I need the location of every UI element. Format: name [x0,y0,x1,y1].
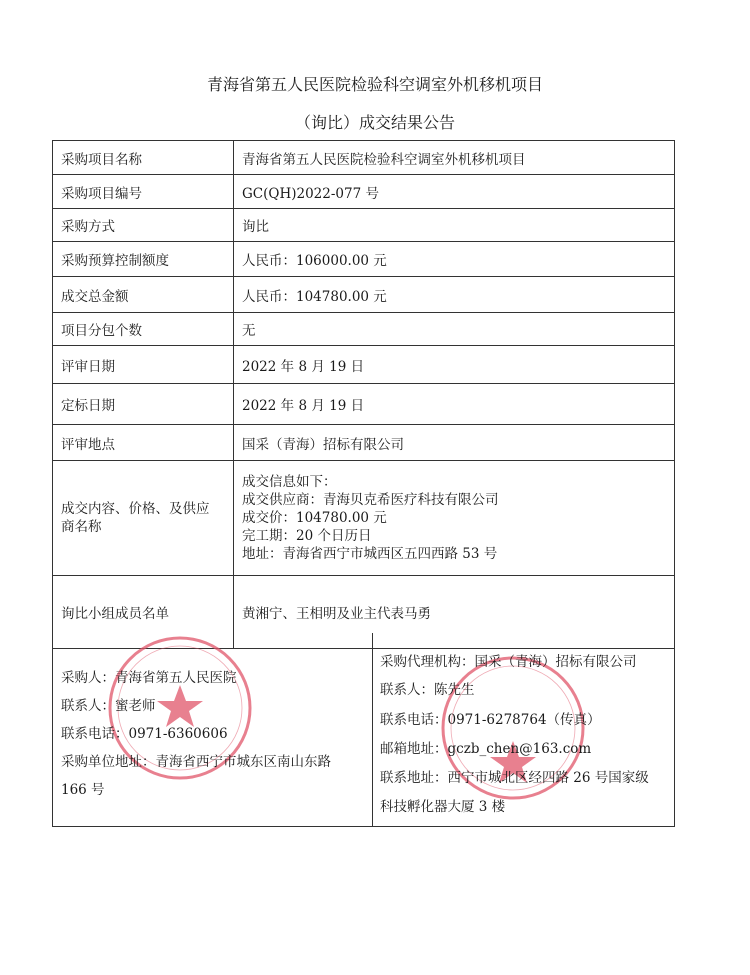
row-value: 2022 年 8 月 19 日 [234,384,675,425]
row-label: 定标日期 [53,384,234,425]
row-label: 采购方式 [53,209,234,242]
deal-info-value [234,461,675,576]
row-value: 2022 年 8 月 19 日 [234,346,675,384]
agency-email: 邮箱地址：gczb_chen@163.com [380,741,592,757]
deal-info-line: 成交信息如下： [242,474,337,490]
row-label: 询比小组成员名单 [53,576,234,649]
purchaser-contact: 联系人：蜜老师 [61,698,156,714]
deal-info-line: 成交价：104780.00 元 [242,510,387,526]
deal-info-line: 成交供应商：青海贝克希医疗科技有限公司 [242,492,499,508]
row-value: 黄湘宁、王相明及业主代表马勇 [234,576,675,649]
result-table [52,140,675,649]
table-row [53,313,675,346]
document-title-line2: （询比）成交结果公告 [294,113,455,132]
row-value: GC(QH)2022-077 号 [234,175,675,209]
row-label: 评审日期 [53,346,234,384]
table-row [53,425,675,461]
deal-info-line: 完工期：20 个日历日 [242,528,372,544]
row-value: 人民币：104780.00 元 [234,277,675,313]
row-label: 评审地点 [53,425,234,461]
table-row [53,384,675,425]
column-divider [372,633,373,826]
row-label: 项目分包个数 [53,313,234,346]
agency-contact: 联系人：陈先生 [380,682,475,698]
row-label: 采购项目名称 [53,141,234,175]
contact-section [52,633,675,827]
row-value: 询比 [234,209,675,242]
agency-name: 采购代理机构：国采（青海）招标有限公司 [380,654,637,670]
table-row [53,346,675,384]
row-label: 采购预算控制额度 [53,242,234,277]
table-row [53,175,675,209]
row-label: 成交总金额 [53,277,234,313]
row-value: 人民币：106000.00 元 [234,242,675,277]
deal-info-row [53,461,675,576]
purchaser-address-line2: 166 号 [61,782,105,798]
deal-info-line: 地址：青海省西宁市城西区五四西路 53 号 [242,546,498,562]
table-row [53,141,675,175]
purchaser-address-line1: 采购单位地址：青海省西宁市城东区南山东路 [61,754,331,770]
row-value: 无 [234,313,675,346]
document-title-line1: 青海省第五人民医院检验科空调室外机移机项目 [206,75,543,94]
table-row [53,209,675,242]
table-row [53,242,675,277]
deal-info-label-line2: 商名称 [61,519,102,535]
deal-info-label-line1: 成交内容、价格、及供应 [61,501,210,517]
table-row [53,277,675,313]
row-value: 国采（青海）招标有限公司 [234,425,675,461]
agency-address-line1: 联系地址：西宁市城北区经四路 26 号国家级 [380,770,649,786]
row-label: 采购项目编号 [53,175,234,209]
deal-info-label [53,461,234,576]
agency-address-line2: 科技孵化器大厦 3 楼 [380,799,506,815]
purchaser-phone: 联系电话：0971-6360606 [61,726,228,742]
purchaser-name: 采购人：青海省第五人民医院 [61,670,237,686]
row-value: 青海省第五人民医院检验科空调室外机移机项目 [234,141,675,175]
agency-phone: 联系电话：0971-6278764（传真） [380,712,601,728]
